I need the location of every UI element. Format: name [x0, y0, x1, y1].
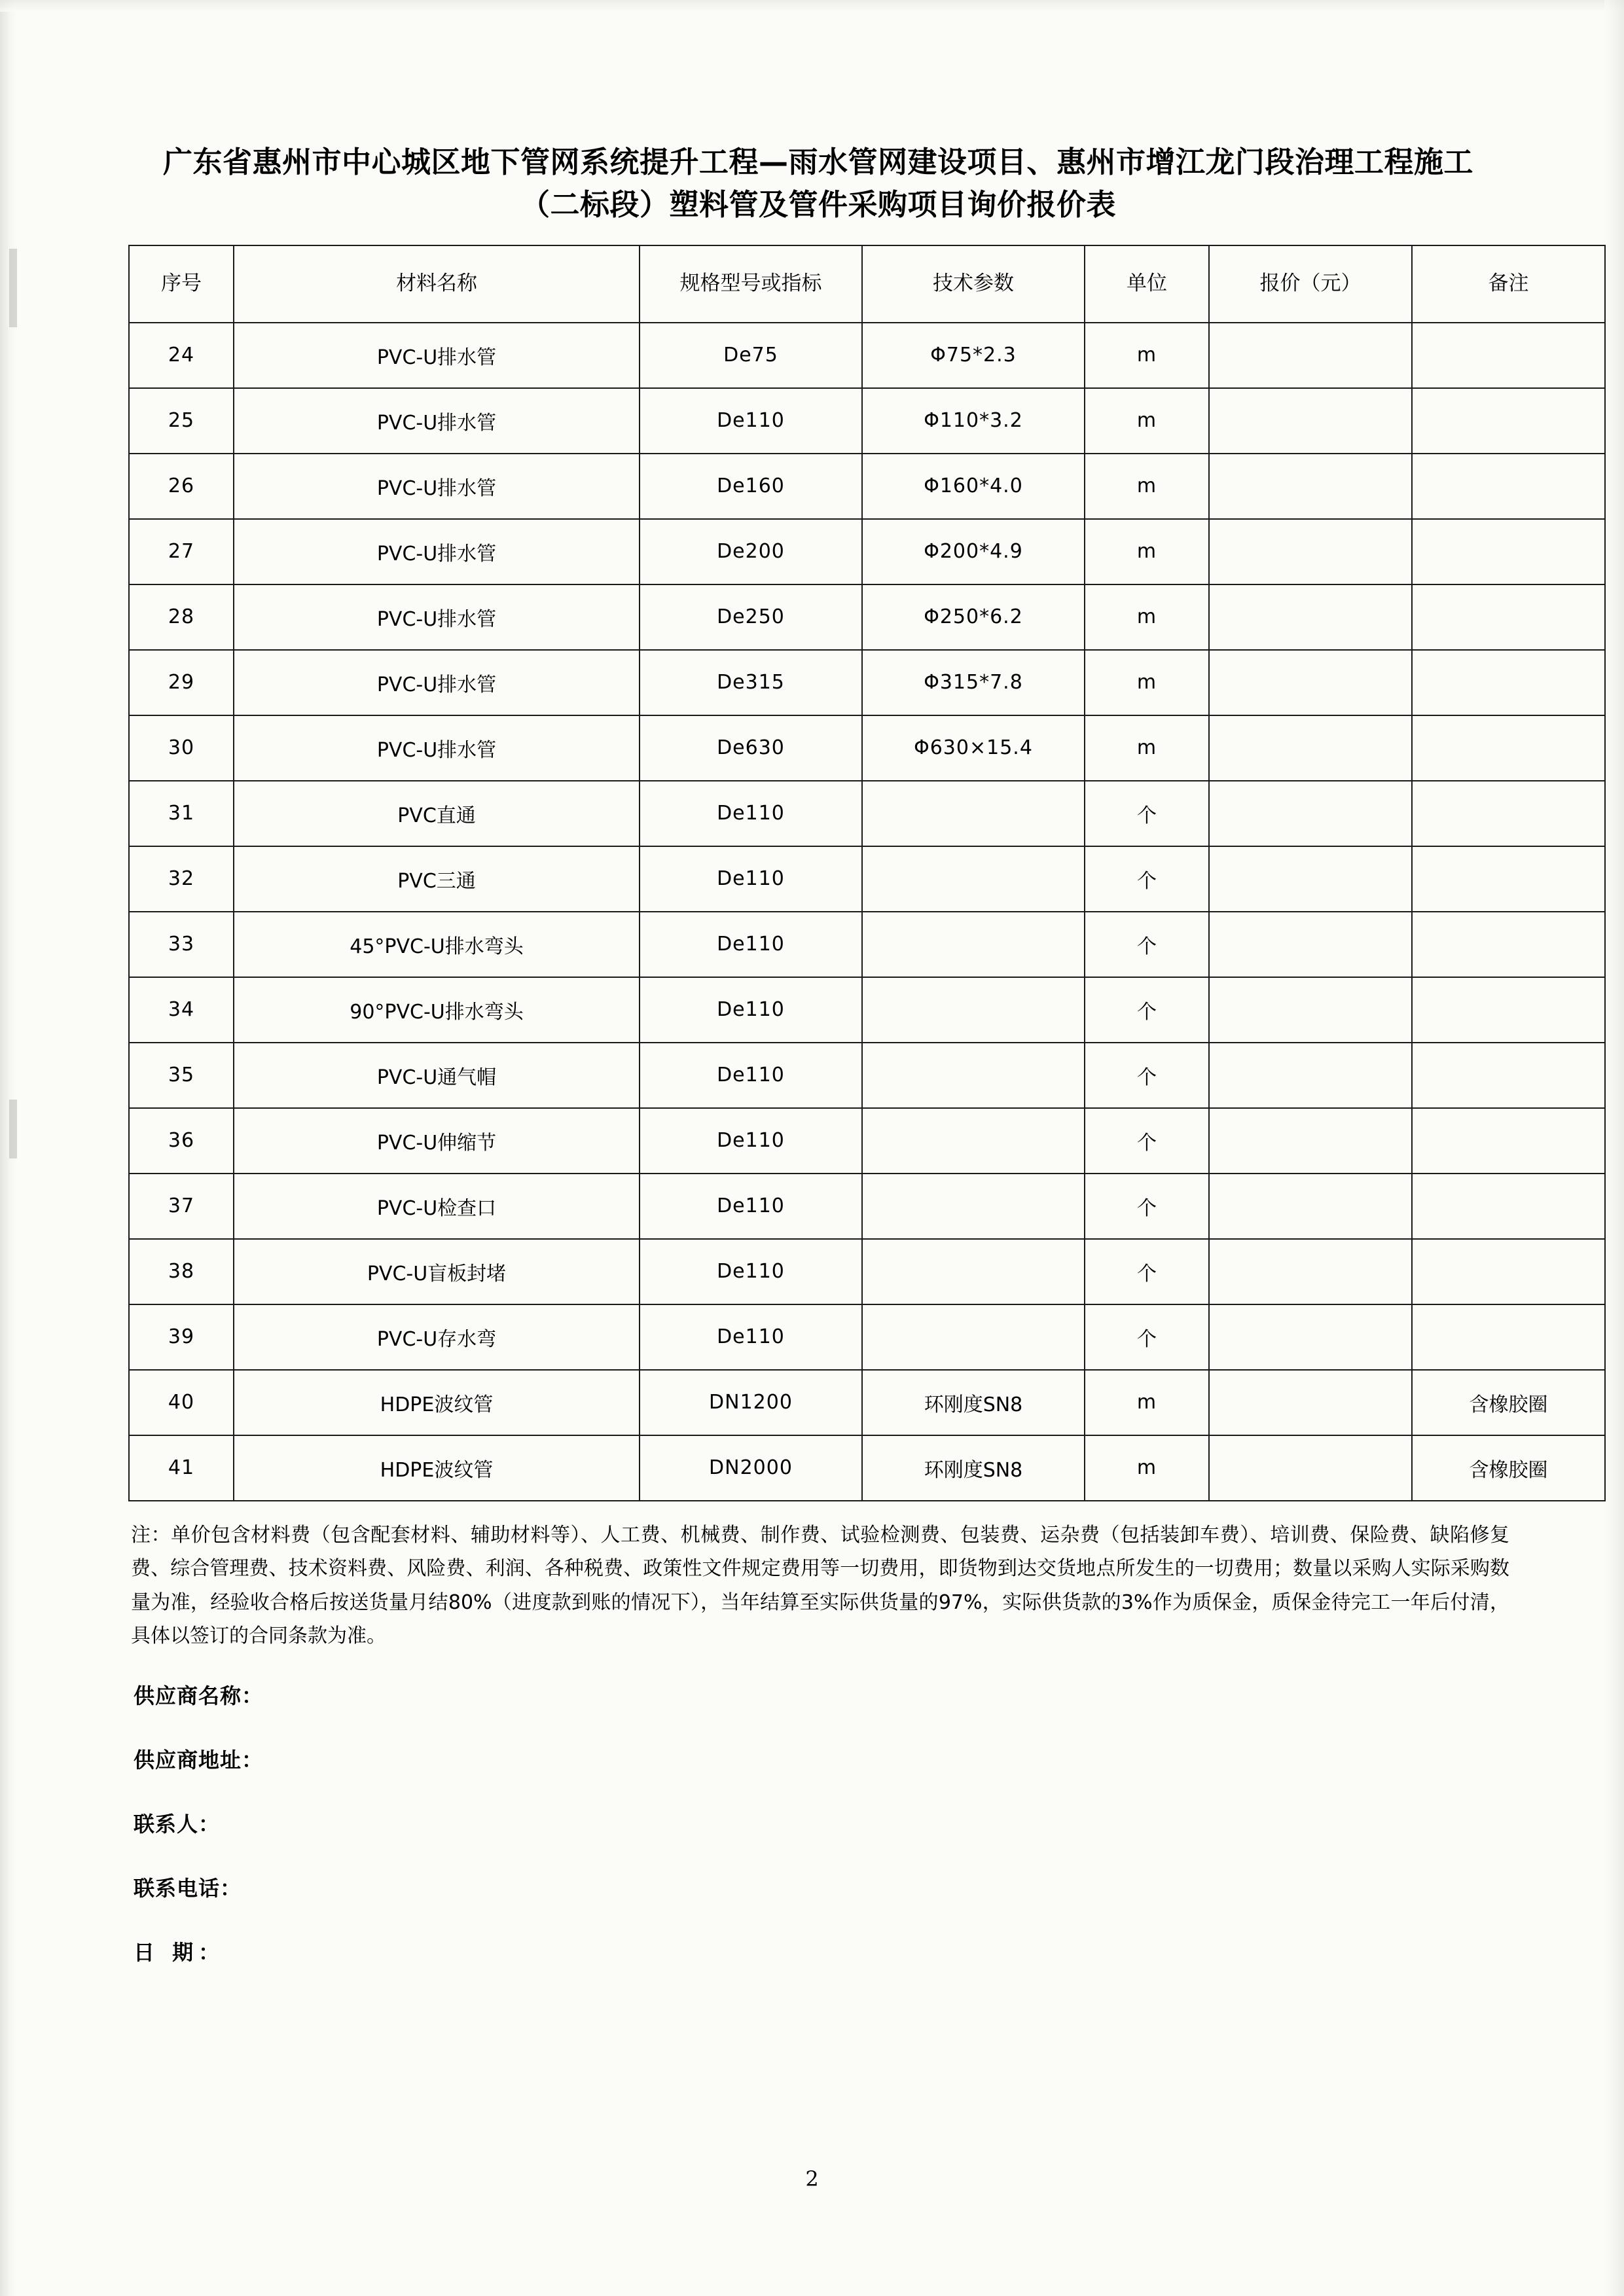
column-header-unit: 单位 [1085, 245, 1209, 323]
cell-price[interactable] [1209, 781, 1412, 846]
cell-price[interactable] [1209, 912, 1412, 977]
cell-price[interactable] [1209, 1043, 1412, 1108]
cell-unit: m [1085, 519, 1209, 584]
cell-no: 31 [129, 781, 234, 846]
scan-edge-top [0, 0, 1624, 12]
note-block [124, 1518, 1512, 1653]
cell-material-name: 90°PVC-U排水弯头 [234, 977, 640, 1043]
cell-no: 37 [129, 1174, 234, 1239]
column-header-remark: 备注 [1412, 245, 1605, 323]
cell-price[interactable] [1209, 1239, 1412, 1304]
cell-spec: De110 [640, 1304, 862, 1370]
table-row [129, 584, 1605, 650]
cell-material-name: PVC-U排水管 [234, 323, 640, 388]
cell-price[interactable] [1209, 1108, 1412, 1174]
cell-remark [1412, 1174, 1605, 1239]
cell-material-name: HDPE波纹管 [234, 1435, 640, 1501]
scan-artifact-mark [9, 249, 17, 327]
cell-tech [862, 1304, 1085, 1370]
cell-spec: De110 [640, 1043, 862, 1108]
table-row [129, 1174, 1605, 1239]
cell-no: 28 [129, 584, 234, 650]
cell-spec: De110 [640, 1108, 862, 1174]
cell-unit: 个 [1085, 1304, 1209, 1370]
cell-remark [1412, 846, 1605, 912]
cell-material-name: PVC-U排水管 [234, 584, 640, 650]
scan-artifact-mark [9, 1100, 17, 1158]
document-content [124, 141, 1548, 2000]
cell-unit: m [1085, 1370, 1209, 1435]
cell-remark [1412, 1239, 1605, 1304]
table-row [129, 977, 1605, 1043]
cell-remark [1412, 388, 1605, 454]
cell-no: 27 [129, 519, 234, 584]
column-header-no: 序号 [129, 245, 234, 323]
cell-spec: De110 [640, 977, 862, 1043]
table-row [129, 781, 1605, 846]
cell-tech [862, 912, 1085, 977]
cell-unit: 个 [1085, 781, 1209, 846]
cell-material-name: PVC三通 [234, 846, 640, 912]
cell-no: 29 [129, 650, 234, 715]
column-header-material-name: 材料名称 [234, 245, 640, 323]
cell-tech [862, 1174, 1085, 1239]
cell-unit: m [1085, 715, 1209, 781]
table-row [129, 1304, 1605, 1370]
table-row [129, 912, 1605, 977]
cell-spec: De200 [640, 519, 862, 584]
cell-no: 24 [129, 323, 234, 388]
cell-spec: De160 [640, 454, 862, 519]
cell-no: 32 [129, 846, 234, 912]
cell-unit: 个 [1085, 977, 1209, 1043]
cell-price[interactable] [1209, 519, 1412, 584]
table-row [129, 1435, 1605, 1501]
cell-no: 30 [129, 715, 234, 781]
cell-spec: De110 [640, 388, 862, 454]
table-body [129, 323, 1605, 1501]
table-row [129, 454, 1605, 519]
cell-remark: 含橡胶圈 [1412, 1435, 1605, 1501]
table-row [129, 1108, 1605, 1174]
cell-tech: 环刚度SN8 [862, 1435, 1085, 1501]
cell-unit: m [1085, 584, 1209, 650]
cell-material-name: PVC-U排水管 [234, 454, 640, 519]
cell-tech: 环刚度SN8 [862, 1370, 1085, 1435]
cell-tech [862, 1108, 1085, 1174]
cell-tech: Φ200*4.9 [862, 519, 1085, 584]
cell-no: 26 [129, 454, 234, 519]
cell-remark [1412, 519, 1605, 584]
cell-remark [1412, 1108, 1605, 1174]
cell-tech: Φ75*2.3 [862, 323, 1085, 388]
cell-remark [1412, 323, 1605, 388]
table-row [129, 388, 1605, 454]
cell-tech [862, 846, 1085, 912]
cell-price[interactable] [1209, 846, 1412, 912]
table-header-row [129, 245, 1605, 323]
cell-unit: m [1085, 650, 1209, 715]
table-row [129, 323, 1605, 388]
table-row [129, 1043, 1605, 1108]
cell-no: 40 [129, 1370, 234, 1435]
cell-spec: De75 [640, 323, 862, 388]
cell-tech: Φ160*4.0 [862, 454, 1085, 519]
cell-no: 36 [129, 1108, 234, 1174]
cell-unit: 个 [1085, 1174, 1209, 1239]
cell-remark [1412, 650, 1605, 715]
cell-price[interactable] [1209, 1370, 1412, 1435]
cell-price[interactable] [1209, 715, 1412, 781]
cell-no: 34 [129, 977, 234, 1043]
cell-tech [862, 977, 1085, 1043]
cell-tech [862, 1043, 1085, 1108]
cell-material-name: PVC-U检查口 [234, 1174, 640, 1239]
cell-material-name: PVC-U排水管 [234, 715, 640, 781]
cell-remark [1412, 454, 1605, 519]
cell-unit: m [1085, 388, 1209, 454]
cell-spec: DN1200 [640, 1370, 862, 1435]
quote-table [128, 245, 1606, 1501]
cell-tech [862, 1239, 1085, 1304]
field-contact-person[interactable]: 联系人： [134, 1811, 221, 1837]
column-header-tech-param: 技术参数 [862, 245, 1085, 323]
cell-spec: De110 [640, 846, 862, 912]
cell-spec: De110 [640, 1174, 862, 1239]
table-row [129, 1239, 1605, 1304]
table-row [129, 715, 1605, 781]
table-row [129, 846, 1605, 912]
cell-material-name: PVC-U通气帽 [234, 1043, 640, 1108]
cell-tech: Φ250*6.2 [862, 584, 1085, 650]
cell-no: 25 [129, 388, 234, 454]
field-supplier-name[interactable]: 供应商名称： [134, 1683, 264, 1708]
field-date[interactable]: 日 期： [134, 1939, 225, 1965]
cell-price[interactable] [1209, 584, 1412, 650]
scan-edge-right [1604, 0, 1624, 2296]
field-contact-phone[interactable]: 联系电话： [134, 1875, 242, 1901]
cell-unit: m [1085, 323, 1209, 388]
cell-material-name: PVC-U盲板封堵 [234, 1239, 640, 1304]
cell-material-name: HDPE波纹管 [234, 1370, 640, 1435]
cell-price[interactable] [1209, 650, 1412, 715]
cell-no: 41 [129, 1435, 234, 1501]
cell-unit: 个 [1085, 1239, 1209, 1304]
table-row [129, 650, 1605, 715]
cell-tech: Φ630×15.4 [862, 715, 1085, 781]
cell-material-name: PVC-U存水弯 [234, 1304, 640, 1370]
cell-no: 35 [129, 1043, 234, 1108]
cell-spec: De250 [640, 584, 862, 650]
page-number: 2 [805, 2166, 819, 2191]
field-supplier-address[interactable]: 供应商地址： [134, 1747, 264, 1772]
cell-remark [1412, 781, 1605, 846]
cell-remark [1412, 977, 1605, 1043]
cell-spec: De315 [640, 650, 862, 715]
column-header-spec: 规格型号或指标 [640, 245, 862, 323]
cell-tech: Φ315*7.8 [862, 650, 1085, 715]
cell-remark: 含橡胶圈 [1412, 1370, 1605, 1435]
cell-remark [1412, 584, 1605, 650]
table-row [129, 1370, 1605, 1435]
cell-price[interactable] [1209, 323, 1412, 388]
table-header [129, 245, 1605, 323]
cell-price[interactable] [1209, 977, 1412, 1043]
cell-spec: De110 [640, 1239, 862, 1304]
cell-unit: 个 [1085, 1043, 1209, 1108]
cell-price[interactable] [1209, 1435, 1412, 1501]
cell-remark [1412, 912, 1605, 977]
cell-price[interactable] [1209, 454, 1412, 519]
cell-material-name: PVC直通 [234, 781, 640, 846]
cell-material-name: 45°PVC-U排水弯头 [234, 912, 640, 977]
cell-spec: DN2000 [640, 1435, 862, 1501]
cell-tech [862, 781, 1085, 846]
supplier-fields [124, 1679, 1512, 1966]
cell-material-name: PVC-U排水管 [234, 650, 640, 715]
column-header-price: 报价（元） [1209, 245, 1412, 323]
cell-spec: De630 [640, 715, 862, 781]
cell-remark [1412, 715, 1605, 781]
cell-unit: m [1085, 454, 1209, 519]
cell-material-name: PVC-U排水管 [234, 388, 640, 454]
cell-remark [1412, 1043, 1605, 1108]
cell-spec: De110 [640, 912, 862, 977]
cell-unit: 个 [1085, 1108, 1209, 1174]
cell-unit: m [1085, 1435, 1209, 1501]
note-text: 注：单价包含材料费（包含配套材料、辅助材料等）、人工费、机械费、制作费、试验检测费、包装费、运杂费（包括装卸车费）、培训费、保险费、缺陷修复费、综合管理费、技术资料费、风险费、利润、各种税费、政策性文件规定费用等一切费用，即货物到达交货地点所发生的一切费用；数量以采购人实际采购数量为准，经验收合格后按送货量月结80%（进度款到账的情况下），当年结算至实际供货量的97%，实际供货款的3%作为质保金，质保金待完工一年后付清，具体以签订的合同条款为准。 [131, 1523, 1509, 1648]
cell-price[interactable] [1209, 388, 1412, 454]
cell-no: 39 [129, 1304, 234, 1370]
cell-material-name: PVC-U伸缩节 [234, 1108, 640, 1174]
cell-no: 33 [129, 912, 234, 977]
cell-tech: Φ110*3.2 [862, 388, 1085, 454]
cell-no: 38 [129, 1239, 234, 1304]
page-title: 广东省惠州市中心城区地下管网系统提升工程—雨水管网建设项目、惠州市增江龙门段治理工程施工（二标段）塑料管及管件采购项目询价报价表 [162, 145, 1473, 223]
cell-remark [1412, 1304, 1605, 1370]
cell-unit: 个 [1085, 912, 1209, 977]
table-row [129, 519, 1605, 584]
cell-price[interactable] [1209, 1174, 1412, 1239]
cell-material-name: PVC-U排水管 [234, 519, 640, 584]
cell-price[interactable] [1209, 1304, 1412, 1370]
cell-spec: De110 [640, 781, 862, 846]
cell-unit: 个 [1085, 846, 1209, 912]
